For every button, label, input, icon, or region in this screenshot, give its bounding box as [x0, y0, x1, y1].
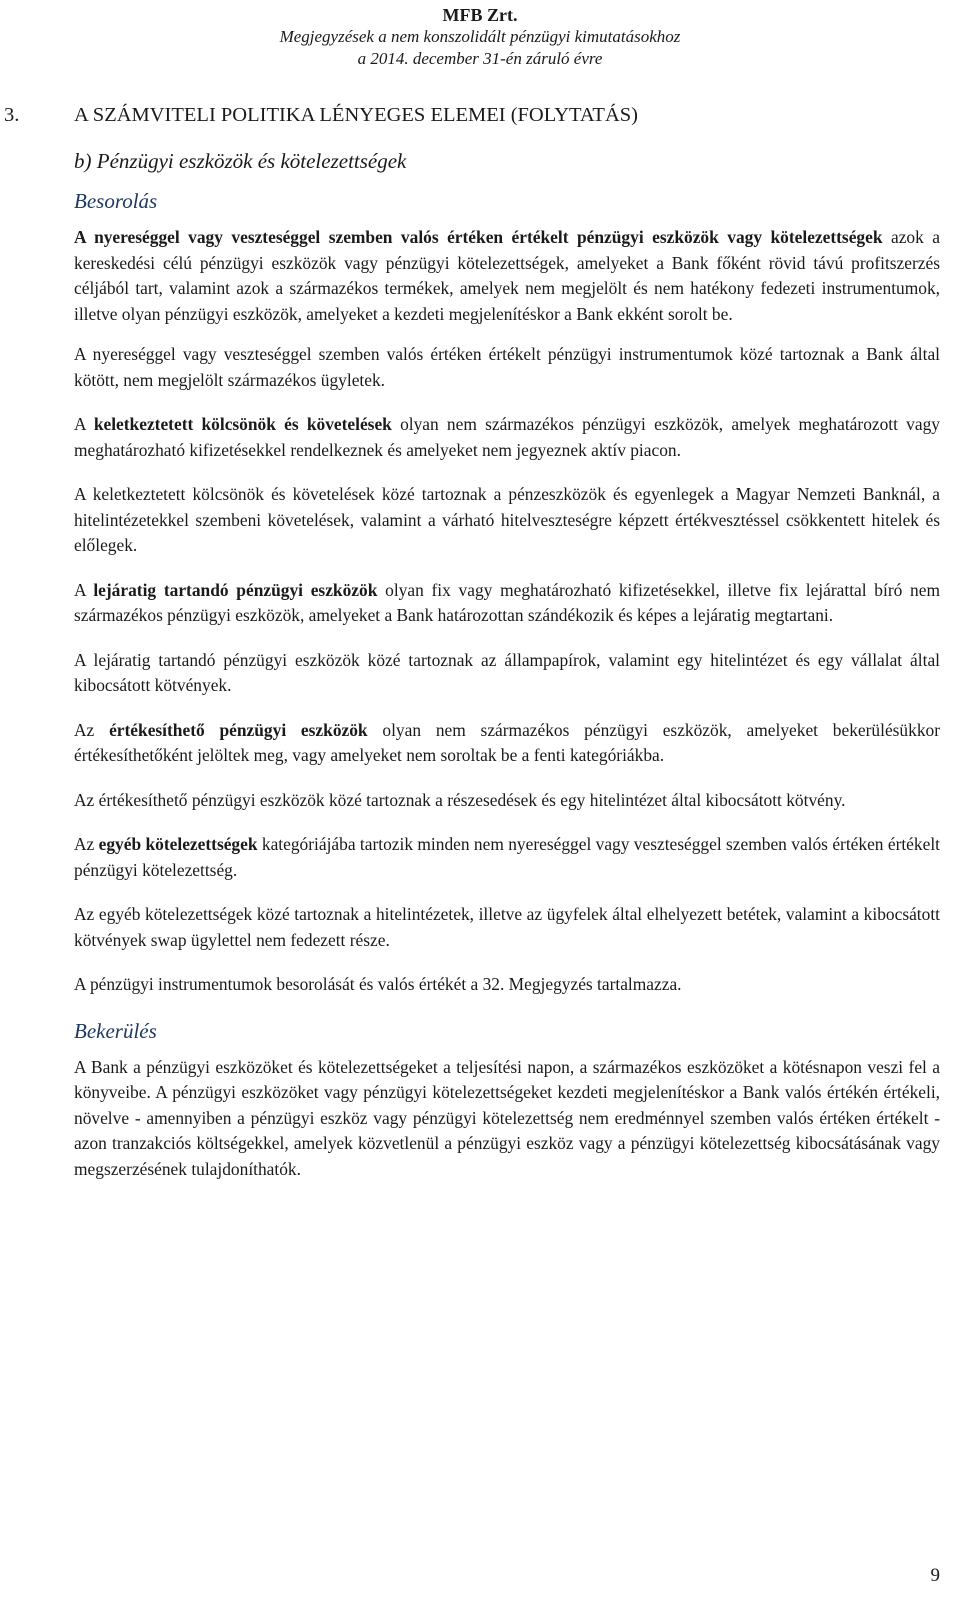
subsection-title: b) Pénzügyi eszközök és kötelezettségek — [74, 149, 407, 173]
section-title — [4, 104, 904, 127]
heading-bekerules: Bekerülés — [74, 1018, 157, 1043]
paragraph-fvtpl-contents: A nyereséggel vagy veszteséggel szemben valós értéken értékelt pénzügyi instrumentumok közé tartoznak a Bank által kötött, nem megjelölt származékos ügyletek. — [74, 344, 940, 390]
term-other-liabilities: egyéb kötelezettségek — [98, 834, 258, 854]
paragraph-fvtpl-definition: A nyereséggel vagy veszteséggel szemben valós értéken értékelt pénzügyi eszközök vagy kötelezettségek azok a kereskedési célú pénzügyi eszközök vagy pénzügyi kötelezettségek, amelyeket a Bank főként rövid távú profitszerzés céljából tart, valamint azok a származékos termékek, amelyek nem megjelölt és nem hatékony fedezeti instrumentumok, illetve olyan pénzügyi eszközök, amelyeket a kezdeti megjelenítéskor a Bank ekként sorolt be. — [74, 227, 940, 324]
term-available-for-sale: értékesíthető pénzügyi eszközök — [109, 719, 368, 740]
paragraph-classification-note-ref: A pénzügyi instrumentumok besorolását és valós értékét a 32. Megjegyzés tartalmazza. — [74, 974, 682, 994]
paragraph-htm-contents: A lejáratig tartandó pénzügyi eszközök közé tartoznak az állampapírok, valamint egy hitelintézet és egy vállalat által kibocsátott kötvények. — [74, 649, 940, 695]
document-body — [74, 188, 940, 1201]
term-held-to-maturity: lejáratig tartandó pénzügyi eszközök — [93, 579, 378, 600]
header-subtitle-line2: a 2014. december 31-én záruló évre — [357, 49, 603, 68]
paragraph-other-liabilities-contents: Az egyéb kötelezettségek közé tartoznak a hitelintézetek, illetve az ügyfelek által elhelyezett betétek, valamint a kibocsátott kötvények swap ügylettel nem fedezett része. — [74, 904, 940, 950]
header-subtitle-line1: Megjegyzések a nem konszolidált pénzügyi kimutatásokhoz — [279, 27, 681, 46]
paragraph-afs-definition: Az értékesíthető pénzügyi eszközök olyan nem származékos pénzügyi eszközök, amelyeket bekerülésükkor értékesíthetőként jelöltek meg, vagy amelyeket nem soroltak be a fenti kategóriákba. — [74, 719, 941, 765]
paragraph-loans-contents: A keletkeztetett kölcsönök és követelések közé tartoznak a pénzeszközök és egyenlegek a Magyar Nemzeti Banknál, a hitelintézetekkel szembeni követelések, valamint a várható hitelveszteségre képzett értékvesztéssel csökkentett hitelek és előlegek. — [74, 484, 940, 555]
term-fvtpl: A nyereséggel vagy veszteséggel szemben valós értéken értékelt pénzügyi eszközök vagy kötelezettségek — [74, 227, 883, 247]
paragraph-afs-contents: Az értékesíthető pénzügyi eszközök közé tartoznak a részesedések és egy hitelintézet által kibocsátott kötvény. — [74, 789, 846, 810]
heading-besorolas: Besorolás — [74, 189, 158, 213]
page-number: 9 — [930, 1565, 940, 1586]
term-loans-receivables: keletkeztetett kölcsönök és követelések — [93, 414, 392, 434]
section-number: 3. — [4, 104, 20, 126]
section-title-text: A SZÁMVITELI POLITIKA LÉNYEGES ELEMEI (FOLYTATÁS) — [74, 104, 638, 126]
paragraph-htm-definition: A lejáratig tartandó pénzügyi eszközök olyan fix vagy meghatározható kifizetésekkel, illetve fix lejárattal bíró nem származékos pénzügyi eszközök, amelyeket a Bank határozottan szándékozik és képes a lejáratig megtartani. — [74, 579, 940, 625]
paragraph-recognition: A Bank a pénzügyi eszközöket és kötelezettségeket a teljesítési napon, a származékos eszközöket a kötésnapon veszi fel a könyveibe. A pénzügyi eszközöket vagy pénzügyi kötelezettségeket kezdeti megjelenítéskor a Bank valós értékén értékeli, növelve - amennyiben a pénzügyi eszköz vagy pénzügyi kötelezettség nem eredménnyel szemben valós értéken értékelt - azon tranzakciós költségekkel, amelyek közvetlenül a pénzügyi eszköz vagy a pénzügyi kötelezettség kibocsátásának vagy megszerzésének tulajdoníthatók. — [74, 1056, 940, 1179]
paragraph-other-liabilities-definition: Az egyéb kötelezettségek kategóriájába tartozik minden nem nyereséggel vagy veszteséggel szemben valós értéken értékelt pénzügyi kötelezettség. — [74, 834, 940, 880]
company-name: MFB Zrt. — [442, 5, 518, 25]
paragraph-loans-definition: A keletkeztetett kölcsönök és követelések olyan nem származékos pénzügyi eszközök, amelyek meghatározott vagy meghatározható kifizetésekkel rendelkeznek és amelyeket nem jegyeznek aktív piacon. — [74, 414, 940, 460]
page-header — [0, 4, 960, 70]
